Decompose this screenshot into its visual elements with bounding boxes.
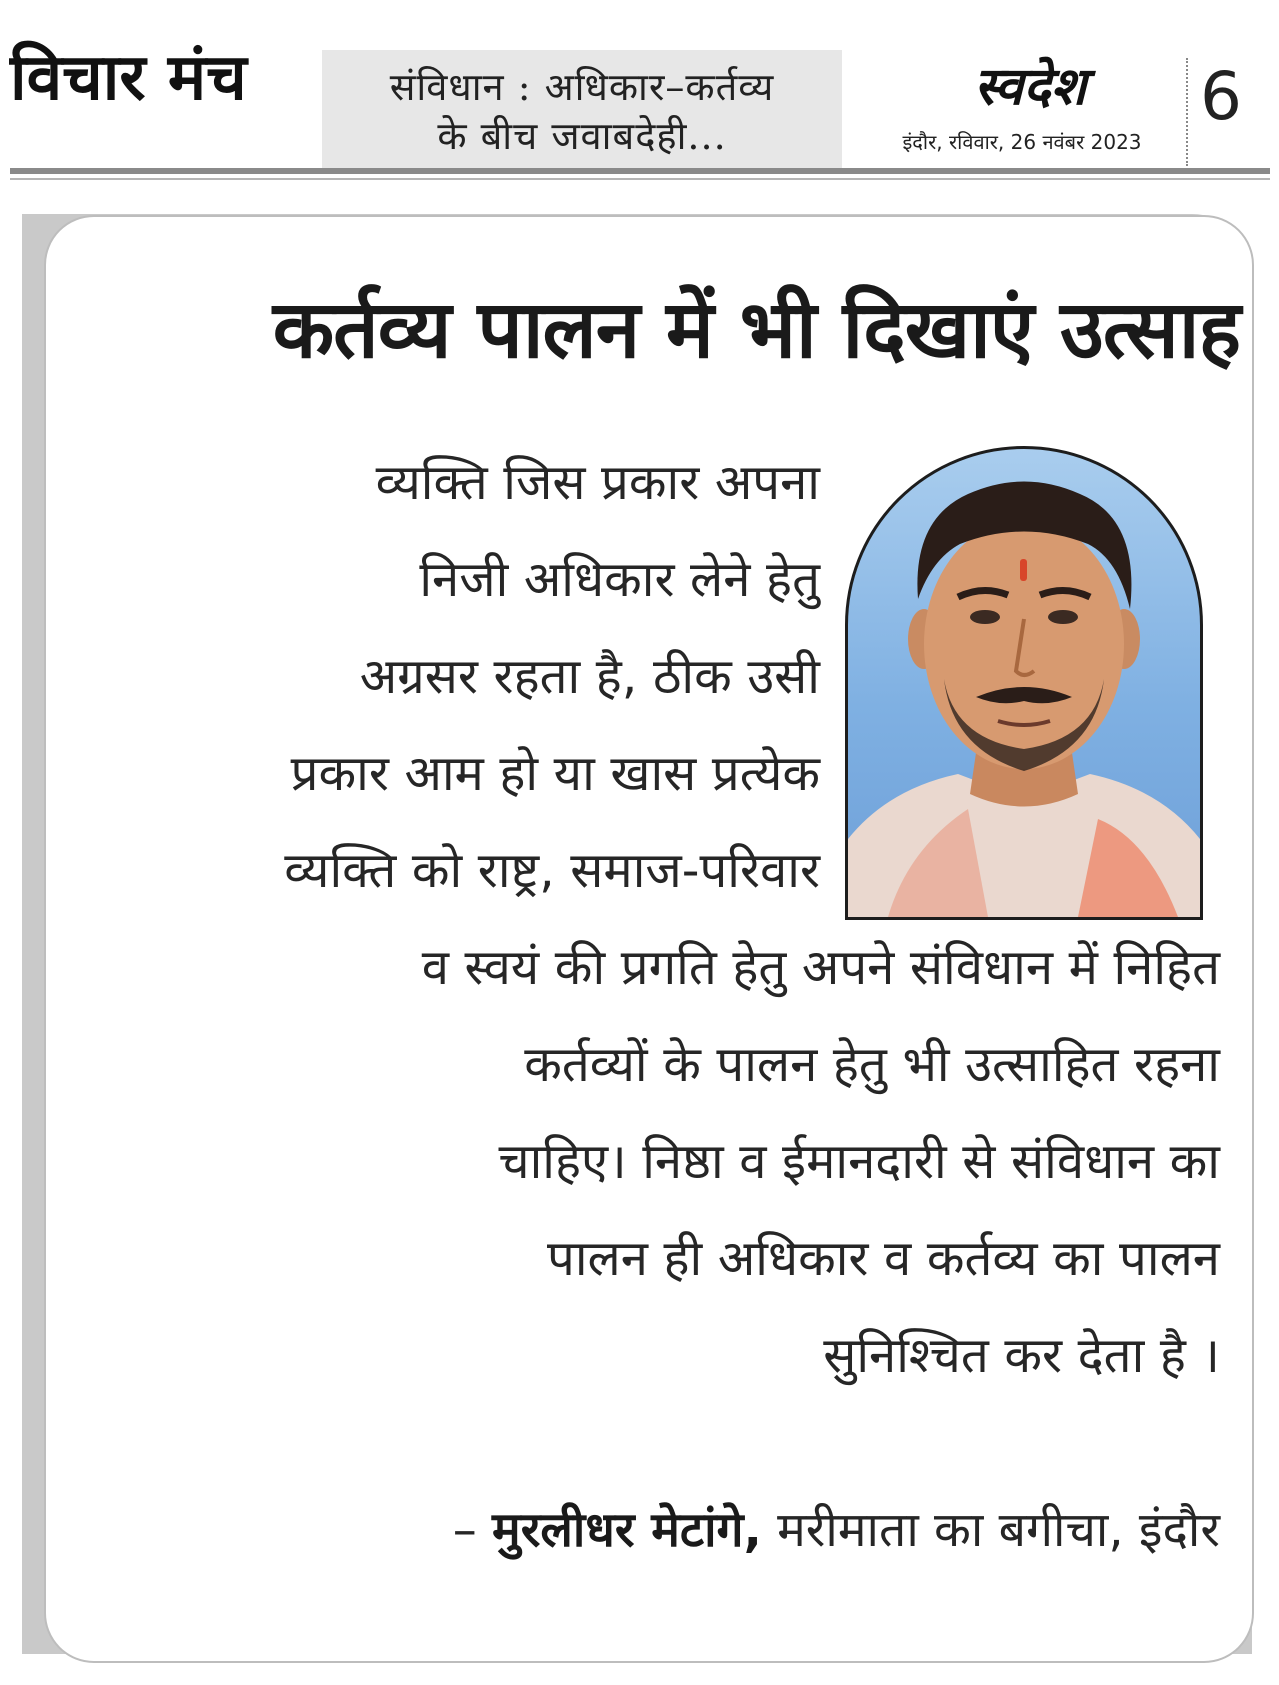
newspaper-logo (930, 56, 1130, 116)
masthead-rule-thin (10, 178, 1270, 180)
topic-line-2: के बीच जवाबदेही... (437, 114, 727, 158)
topic-box (322, 50, 842, 174)
byline-dash: – (452, 1502, 493, 1558)
page-number: 6 (1200, 58, 1242, 135)
article-line-9: पालन ही अधिकार व कर्तव्य का पालन (547, 1230, 1220, 1287)
masthead-rule-thick (10, 168, 1270, 174)
article-line-10: सुनिश्चित कर देता है । (823, 1327, 1220, 1384)
article-line-4: प्रकार आम हो या खास प्रत्येक (290, 745, 820, 802)
article-headline: कर्तव्य पालन में भी दिखाएं उत्साह (272, 283, 1240, 376)
edition-line: इंदौर, रविवार, 26 नवंबर 2023 (902, 130, 1142, 154)
author-place: मरीमाता का बगीचा, इंदौर (761, 1502, 1220, 1558)
masthead-divider (1186, 58, 1188, 166)
article-line-1: व्यक्ति जिस प्रकार अपना (375, 454, 820, 511)
author-photo (845, 446, 1203, 920)
portrait-illustration (848, 449, 1200, 917)
article-line-5: व्यक्ति को राष्ट्र, समाज-परिवार (284, 842, 820, 899)
logo-text: स्वदेश (973, 57, 1087, 116)
article-line-3: अग्रसर रहता है, ठीक उसी (359, 648, 820, 705)
author-byline (60, 1496, 1220, 1561)
article-line-6: व स्वयं की प्रगति हेतु अपने संविधान में निहित (421, 939, 1220, 996)
article-line-8: चाहिए। निष्ठा व ईमानदारी से संविधान का (498, 1133, 1220, 1190)
article-line-2: निजी अधिकार लेने हेतु (419, 551, 820, 608)
section-title: विचार मंच (10, 40, 247, 115)
author-name: मुरलीधर मेटांगे, (492, 1502, 762, 1558)
masthead (0, 0, 1279, 190)
topic-line-1: संविधान : अधिकार–कर्तव्य (389, 64, 775, 109)
article-line-7: कर्तव्यों के पालन हेतु भी उत्साहित रहना (524, 1036, 1220, 1093)
